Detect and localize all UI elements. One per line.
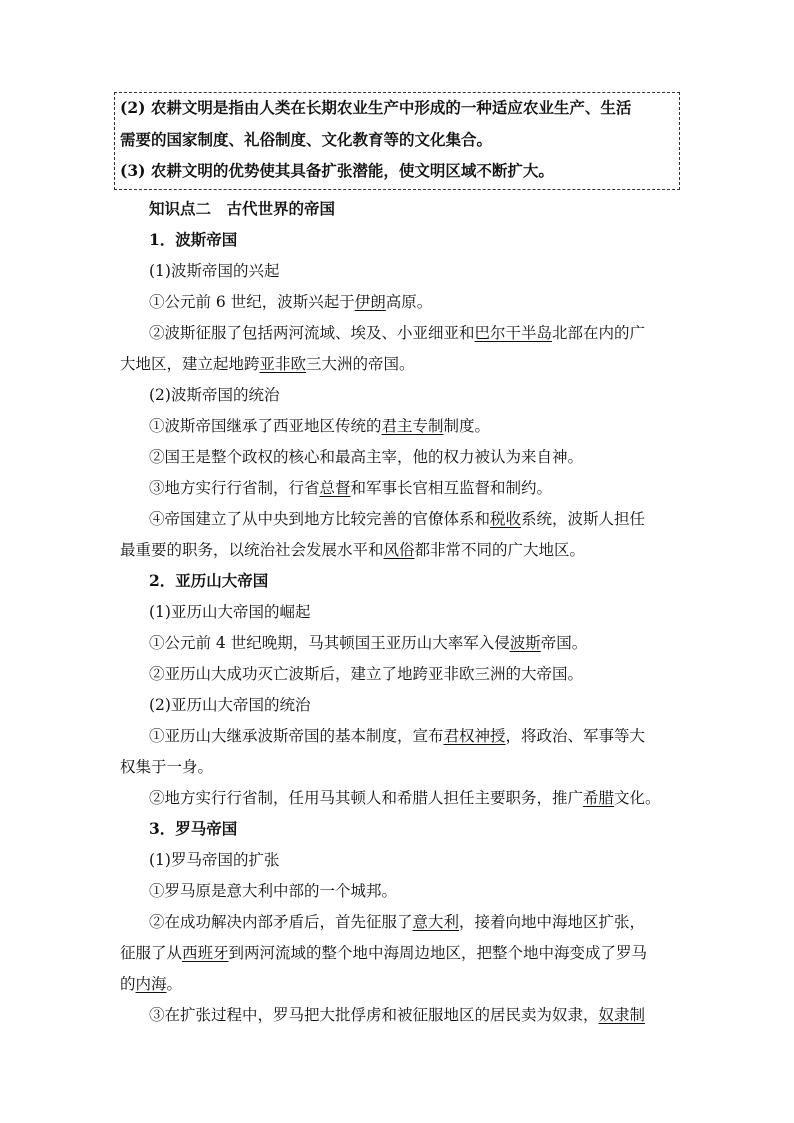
paragraph-cont: 大地区，建立起地跨亚非欧三大洲的帝国。: [120, 355, 415, 373]
section-heading: 知识点二 古代世界的帝国: [149, 199, 336, 218]
keyword: 风俗: [383, 541, 415, 559]
box-line-1: (2) 农耕文明是指由人类在长期农业生产中形成的一种适应农业生产、生活: [120, 98, 632, 117]
keyword: 希腊: [583, 789, 615, 807]
subsection-1-2-title: (2)波斯帝国的统治: [149, 386, 280, 404]
keyword: 君主专制: [381, 417, 444, 435]
keyword: 总督: [319, 479, 351, 497]
paragraph: ②在成功解决内部矛盾后，首先征服了意大利，接着向地中海地区扩张，: [149, 913, 646, 931]
keyword: 亚非欧: [259, 355, 307, 373]
paragraph-cont: 的内海。: [120, 975, 183, 993]
keyword: 内海: [135, 975, 167, 993]
paragraph: ③在扩张过程中，罗马把大批俘虏和被征服地区的居民卖为奴隶，奴隶制: [149, 1006, 646, 1024]
keyword: 税收: [490, 510, 522, 528]
keyword: 巴尔干半岛: [474, 324, 553, 342]
keyword: 君权神授: [443, 727, 506, 745]
section-1-title: 1．波斯帝国: [149, 230, 238, 249]
paragraph: ②国王是整个政权的核心和最高主宰，他的权力被认为来自神。: [149, 448, 584, 466]
box-line-2: 需要的国家制度、礼俗制度、文化教育等的文化集合。: [120, 130, 493, 149]
paragraph: ①罗马原是意大利中部的一个城邦。: [149, 882, 398, 900]
paragraph: ①公元前 4 世纪晚期，马其顿国王亚历山大率军入侵波斯帝国。: [149, 634, 588, 652]
subsection-2-1-title: (1)亚历山大帝国的崛起: [149, 603, 311, 621]
paragraph: ④帝国建立了从中央到地方比较完善的官僚体系和税收系统，波斯人担任: [149, 510, 646, 528]
paragraph: ③地方实行行省制，行省总督和军事长官相互监督和制约。: [149, 479, 553, 497]
paragraph: ①亚历山大继承波斯帝国的基本制度，宣布君权神授，将政治、军事等大: [149, 727, 646, 745]
box-line-3: (3) 农耕文明的优势使其具备扩张潜能，使文明区域不断扩大。: [120, 161, 554, 180]
subsection-1-1-title: (1)波斯帝国的兴起: [149, 262, 280, 280]
paragraph: ②亚历山大成功灭亡波斯后，建立了地跨亚非欧三洲的大帝国。: [149, 665, 584, 683]
keyword: 伊朗: [354, 293, 386, 311]
subsection-2-2-title: (2)亚历山大帝国的统治: [149, 696, 311, 714]
keyword: 西班牙: [182, 944, 229, 962]
paragraph: ②地方实行行省制，任用马其顿人和希腊人担任主要职务，推广希腊文化。: [149, 789, 661, 807]
paragraph: ①波斯帝国继承了西亚地区传统的君主专制制度。: [149, 417, 491, 435]
paragraph-cont: 征服了从西班牙到两河流域的整个地中海周边地区，把整个地中海变成了罗马: [120, 944, 648, 962]
keyword: 意大利: [412, 913, 460, 931]
paragraph: ①公元前 6 世纪，波斯兴起于伊朗高原。: [149, 293, 433, 311]
section-3-title: 3．罗马帝国: [149, 819, 238, 838]
paragraph: ②波斯征服了包括两河流域、埃及、小亚细亚和巴尔干半岛北部在内的广: [149, 324, 646, 342]
paragraph-cont: 权集于一身。: [120, 758, 214, 776]
subsection-3-1-title: (1)罗马帝国的扩张: [149, 851, 280, 869]
keyword: 奴隶制: [598, 1006, 646, 1024]
keyword: 波斯: [509, 634, 541, 652]
section-2-title: 2．亚历山大帝国: [149, 571, 269, 590]
paragraph-cont: 最重要的职务，以统治社会发展水平和风俗都非常不同的广大地区。: [120, 541, 586, 559]
